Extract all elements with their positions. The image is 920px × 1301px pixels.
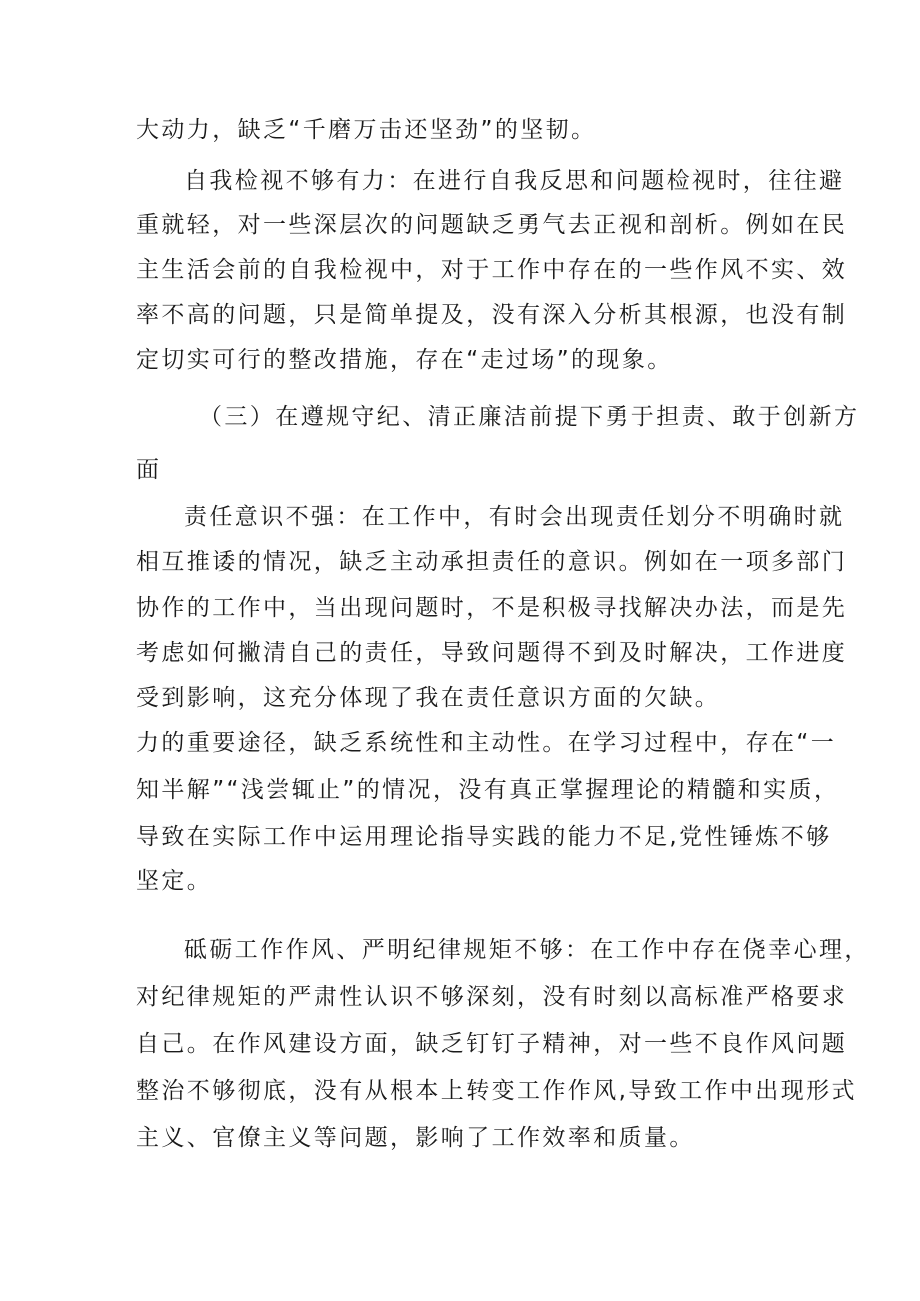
text-line: 力的重要途径，缺乏系统性和主动性。在学习过程中，存在“一: [136, 730, 837, 756]
text-line: 对纪律规矩的严肃性认识不够深刻，没有时刻以高标准严格要求: [136, 984, 848, 1010]
text-line: 考虑如何撇清自己的责任，导致问题得不到及时解决，工作进度: [136, 640, 848, 666]
text-line: 率不高的问题，只是简单提及，没有深入分析其根源，也没有制: [136, 302, 848, 328]
text-line: 主生活会前的自我检视中，对于工作中存在的一些作风不实、效: [136, 257, 848, 283]
text-line: 重就轻，对一些深层次的问题缺乏勇气去正视和剖析。例如在民: [136, 212, 848, 238]
text-line: 相互推诿的情况，缺乏主动承担责任的意识。例如在一项多部门: [136, 549, 848, 575]
text-line: 协作的工作中，当出现问题时，不是积极寻找解决办法，而是先: [136, 595, 848, 621]
text-line: 受到影响，这充分体现了我在责任意识方面的欠缺。: [136, 685, 721, 711]
text-line: 大动力，缺乏“千磨万击还坚劲”的坚韧。: [136, 117, 597, 143]
section-heading-continued: 面: [136, 457, 162, 483]
text-line: 定切实可行的整改措施，存在“走过场”的现象。: [136, 347, 673, 373]
text-line: 坚定。: [136, 868, 213, 894]
text-line: 知半解”“浅尝辄止”的情况，没有真正掌握理论的精髓和实质，: [136, 777, 840, 803]
text-line: 主义、官僚主义等问题，影响了工作效率和质量。: [136, 1125, 695, 1151]
text-line: 自己。在作风建设方面，缺乏钉钉子精神，对一些不良作风问题: [136, 1031, 848, 1057]
text-line: 责任意识不强：在工作中，有时会出现责任划分不明确时就: [184, 504, 845, 530]
text-line: 砥砺工作作风、严明纪律规矩不够：在工作中存在侥幸心理，: [184, 937, 870, 963]
text-line: 整治不够彻底，没有从根本上转变工作作风,导致工作中出现形式: [136, 1078, 857, 1104]
text-line: 导致在实际工作中运用理论指导实践的能力不足,党性锤炼不够: [136, 824, 832, 850]
text-line: 自我检视不够有力：在进行自我反思和问题检视时，往往避: [184, 168, 845, 194]
section-heading: （三）在遵规守纪、清正廉洁前提下勇于担责、敢于创新方: [199, 404, 860, 430]
